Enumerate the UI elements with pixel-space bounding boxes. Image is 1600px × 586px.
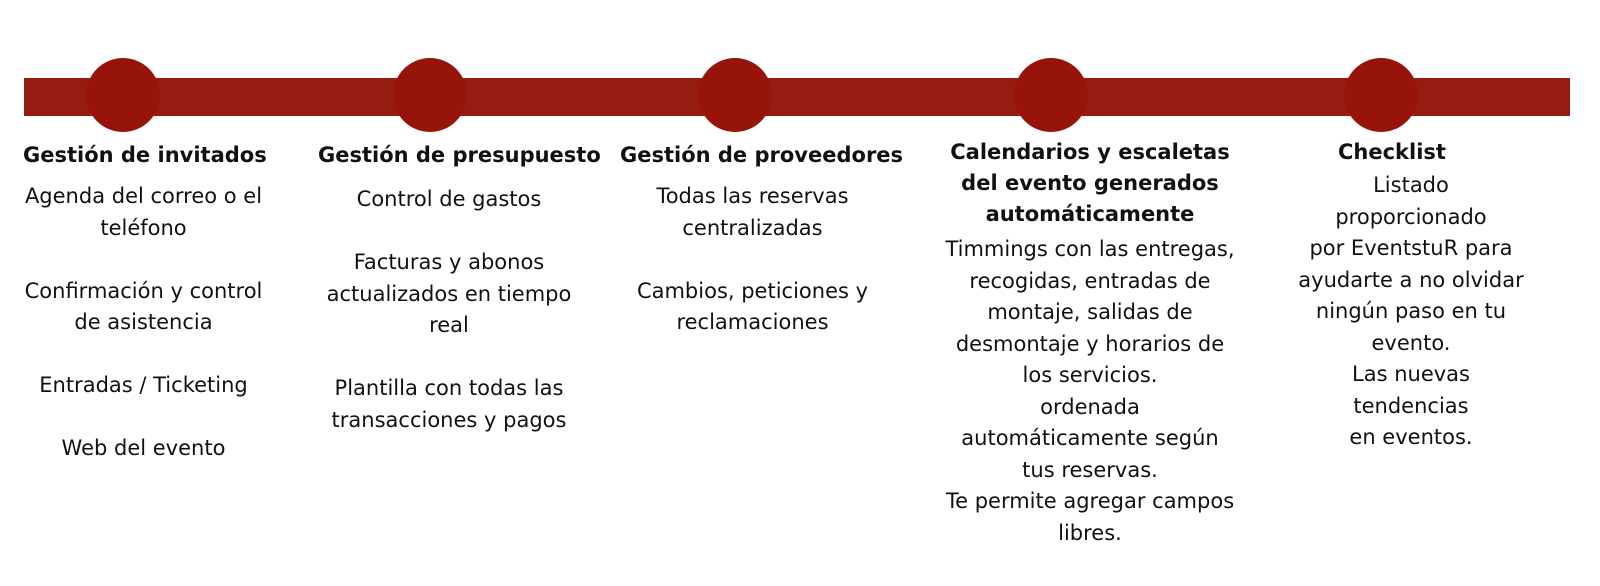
body-line: los servicios.: [1022, 363, 1158, 387]
body-line: teléfono: [100, 215, 187, 240]
body-line: automáticamente según: [961, 426, 1219, 450]
column-calendars: [940, 137, 1240, 549]
body-line: Facturas y abonos: [353, 250, 545, 274]
body-line: Control de gastos: [356, 187, 542, 211]
body-line: en eventos.: [1349, 425, 1473, 449]
column-supplier-management: [620, 140, 904, 339]
body-line: actualizados en tiempo: [326, 281, 572, 306]
body-line: evento.: [1371, 330, 1451, 355]
body-line: Confirmación y control: [24, 278, 263, 303]
body-line: real: [429, 313, 469, 337]
body-line: Las nuevas tendencias: [1352, 362, 1470, 418]
body-line: Todas las reservas: [656, 184, 849, 208]
body-line: ayudarte a no olvidar: [1298, 267, 1524, 292]
column-title: Gestión de presupuesto: [318, 143, 601, 167]
body-gap: [16, 402, 271, 434]
body-gap: [318, 342, 580, 374]
column-body: [940, 234, 1240, 549]
column-title-line: del evento generados: [961, 171, 1219, 195]
body-line: Entradas / Ticketing: [39, 373, 248, 397]
body-line: ordenada: [1040, 394, 1140, 419]
body-line: Listado proporcionado: [1335, 173, 1487, 229]
body-line: Cambios, peticiones y: [636, 278, 869, 303]
body-line: Web del evento: [61, 436, 226, 460]
body-line: tus reservas.: [1022, 457, 1158, 482]
column-budget-management: [318, 140, 601, 436]
column-body: [318, 184, 580, 436]
body-gap: [318, 216, 580, 248]
column-title: Checklist: [1338, 140, 1446, 164]
column-title-line: automáticamente: [985, 202, 1195, 226]
column-checklist: [1276, 137, 1526, 454]
column-body: [620, 181, 885, 339]
body-line: transacciones y pagos: [331, 407, 567, 432]
body-line: por EventstuR para: [1309, 236, 1513, 260]
body-line: Plantilla con todas las: [334, 376, 564, 400]
body-gap: [16, 244, 271, 276]
body-line: desmontaje y horarios de: [955, 331, 1225, 356]
body-line: Te permite agregar campos: [945, 489, 1235, 513]
body-line: recogidas, entradas de: [969, 268, 1211, 293]
column-title: Gestión de invitados: [23, 143, 267, 167]
body-line: libres.: [1058, 520, 1122, 545]
timeline-node-2: [393, 58, 467, 132]
body-gap: [620, 244, 885, 276]
body-line: ningún paso en tu: [1315, 299, 1507, 323]
timeline-node-5: [1344, 58, 1418, 132]
body-line: reclamaciones: [676, 310, 829, 334]
body-line: Agenda del correo o el: [24, 184, 263, 208]
timeline-bar: [24, 78, 1570, 116]
column-guest-management: [16, 140, 271, 465]
body-line: de asistencia: [74, 310, 213, 334]
column-title-line: Calendarios y escaletas: [950, 140, 1230, 164]
column-body: [1276, 170, 1526, 454]
column-title: Gestión de proveedores: [620, 143, 904, 167]
timeline-node-1: [86, 58, 160, 132]
column-body: [16, 181, 271, 465]
body-line: montaje, salidas de: [987, 300, 1193, 324]
body-line: Timmings con las entregas,: [945, 237, 1235, 261]
body-gap: [16, 339, 271, 371]
timeline-node-4: [1014, 58, 1088, 132]
timeline-node-3: [698, 58, 772, 132]
body-line: centralizadas: [682, 215, 823, 240]
